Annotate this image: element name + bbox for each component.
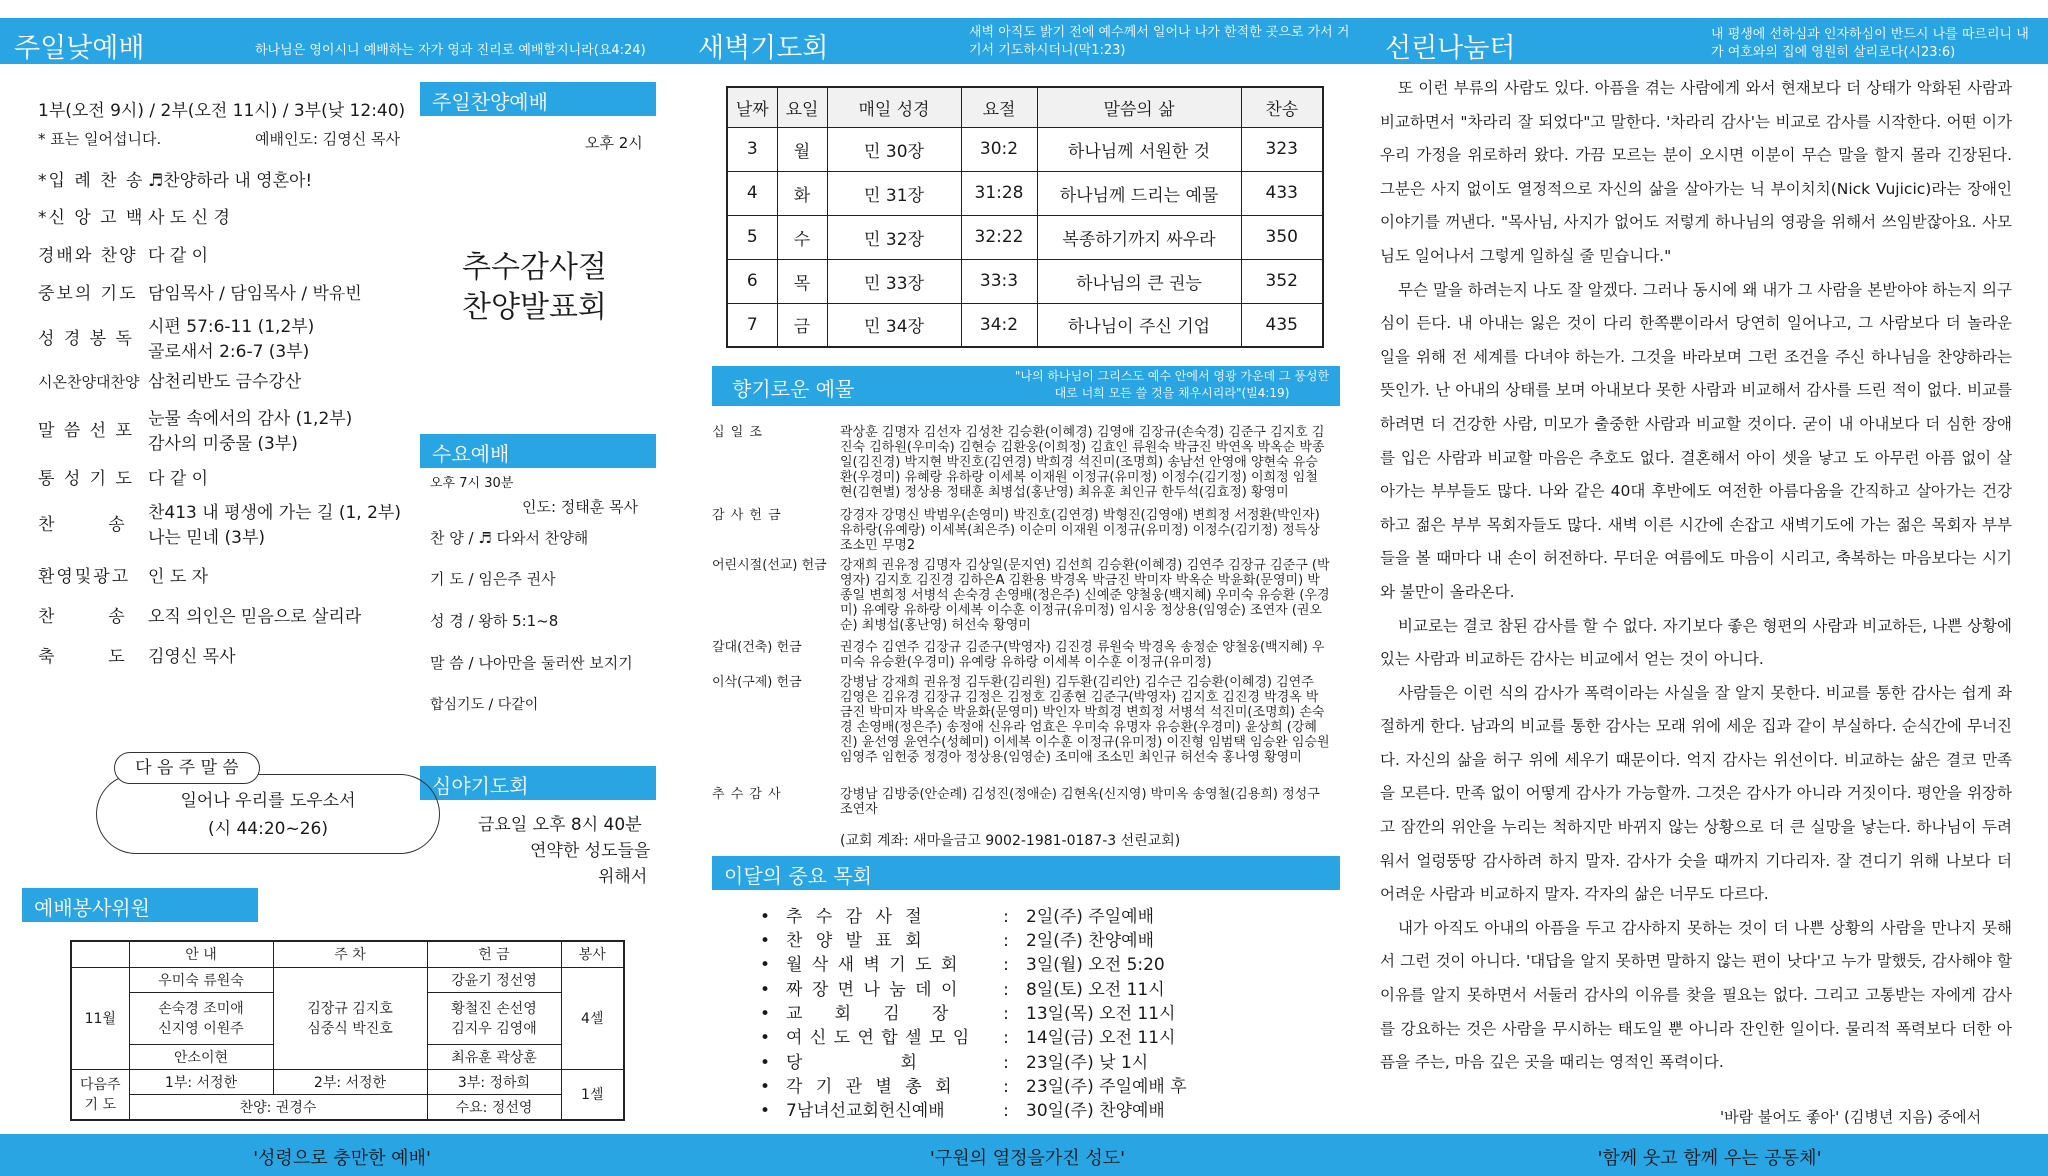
dawn-prayer-header (684, 18, 1371, 64)
col-header: 찬송 (1241, 87, 1323, 127)
essay-paragraph: 또 이런 부류의 사람도 있다. 아픔을 겪는 사람에게 와서 현재보다 더 상태가 악화된 사람과 비교하면서 "차라리 잘 되었다"고 말한다. '차라리 감사'는 비교로 감사를 시작한다. 어떤 이가 우리 가정을 위로하러 왔다. 가끔 모르는 분이 오시면 이분이 무슨 말을 할지 몰라 긴장된다. 그분은 사지 없이도 열정적으로 자신의 삶을 살아가는 닉 부이치치(Nick Vujicic)라는 장애인 이야기를 꺼낸다. "목사님, 사지가 없어도 저렇게 하나님의 영광을 위해서 쓰임받잖아요. 사모님도 일어나서 그렇게 일하실 줄 믿습니다." (1380, 79, 2012, 265)
wednesday-leader: 인도: 정태훈 목사 (522, 498, 639, 516)
order-item: 축 도 김영신 목사 (38, 647, 236, 667)
table-cell: 수요: 정선영 (427, 1094, 561, 1120)
sunday-worship-header (0, 18, 684, 64)
standing-note: * 표는 일어섭니다. (38, 130, 162, 148)
sunday-worship-verse: 하나님은 영이시니 예배하는 자가 영과 진리로 예배할지니라(요4:24) (255, 43, 646, 58)
next-word-ref: (시 44:20~26) (208, 819, 328, 839)
essay-paragraph: 비교로는 결코 참된 감사를 할 수 없다. 자기보다 좋은 형편의 사람과 비교하든, 나쁜 상황에 있는 사람과 비교하든 감사는 비교에서 얻는 것이 아니다. (1380, 616, 2012, 669)
table-cell: 3부: 정하희 (427, 1069, 561, 1094)
table-cell: 4셀 (561, 967, 624, 1069)
praise-event: 추수감사절 찬양발표회 (462, 250, 607, 325)
order-item: *신 앙 고 백 사 도 신 경 (38, 208, 230, 228)
table-cell: 찬양: 권경수 (129, 1094, 427, 1120)
sharing-verse: 내 평생에 선하심과 인자하심이 반드시 나를 따르리니 내가 여호와의 집에 영원히 살리로다(시23:6) (1711, 27, 2029, 60)
table-row: 4 화 민 31장 31:28 하나님께 드리는 예물 433 (727, 171, 1323, 215)
order-item: 찬 송찬413 내 평생에 가는 길 (1, 2부) 나는 믿네 (3부) (38, 503, 401, 548)
night-prayer-line: 연약한 성도들을 (530, 841, 651, 861)
table-cell: 안소이현 (129, 1044, 273, 1069)
offering-header: 향기로운 예물 "나의 하나님이 그리스도 예수 안에서 영광 가운데 그 풍성한 대로 너희 모든 쓸 것을 채우시리라"(빌4:19) (712, 366, 1340, 406)
event-item: • 추 수 감 사 절 : 2일(주) 주일예배 (760, 907, 1155, 927)
col-header: 날짜 (727, 87, 777, 127)
event-item: • 7남녀선교회헌신예배 : 30일(주) 찬양예배 (760, 1101, 1165, 1121)
event-item: • 여 신 도 연 합 셀 모 임 : 14일(금) 오전 11시 (760, 1028, 1176, 1048)
table-cell: 김장규 김지호 심중식 박진호 (273, 967, 427, 1069)
wednesday-item: 성 경 / 왕하 5:1~8 (430, 612, 559, 630)
order-item: 찬 송 오직 의인은 믿음으로 살리라 (38, 607, 362, 627)
worship-panel (0, 0, 684, 1176)
table-cell: 황철진 손선영 김지우 김영애 (427, 992, 561, 1044)
sunday-worship-title: 주일낮예배 (14, 33, 145, 64)
wednesday-item: 찬 양 / ♬ 다와서 찬양해 (430, 529, 589, 547)
essay-paragraph: 무슨 말을 하려는지 나도 잘 알겠다. 그러나 동시에 왜 내가 그 사람을 본받아야 하는지 의구심이 든다. 내 아내는 잃은 것이 다리 한쪽뿐이라서 당연히 일어나고, 그 사람보다 더 놀라운 일을 위해 전 세계를 다녀야 하는가. 그것을 바라보며 그런 조건을 주신 하나님을 찬양하라는 뜻인가. 난 아내의 상태를 보며 아내보다 못한 사람과 비교해서 감사를 드린 적이 없다. 비교를 하려면 더 건강한 사람, 미모가 출중한 사람과 비교할 것이다. 굳이 내 아내보다 더 심한 장애를 입은 사람과 비교할 마음은 추호도 없다. 결혼해서 아이 셋을 낳고 도 아무런 아픔 없이 살아가는 부부들도 많다. 나와 같은 40대 후반에도 여전한 아름다움을 간직하고 살아가는 건강하고 젊은 부부 목회자들도 많다. 새벽 이른 시간에 손잡고 새벽기도에 가는 젊은 목회자 부부들을 볼 때마다 내 손이 허전하다. 무더운 여름에도 마음이 시리고, 축복하는 마음보다는 시기와 불만이 올라온다. (1380, 280, 2012, 601)
essay-source: '바람 불어도 좋아' (김병년 지음) 중에서 (1720, 1108, 1982, 1126)
order-item: *입 례 찬 송 ♬찬양하라 내 영혼아! (38, 171, 313, 191)
event-item: • 찬 양 발 표 회 : 2일(주) 찬양예배 (760, 931, 1155, 951)
event-item: • 교 회 김 장 : 13일(목) 오전 11시 (760, 1004, 1176, 1024)
wednesday-item: 말 씀 / 나아만을 둘러싼 보지기 (430, 654, 633, 672)
serving-committee-header: 예배봉사위원 (22, 888, 258, 922)
order-item: 성 경 봉 독시편 57:6-11 (1,2부) 골로새서 2:6-7 (3부) (38, 317, 315, 362)
wednesday-worship-header: 수요예배 (420, 434, 656, 468)
table-cell: 손숙경 조미애 신지영 이원주 (129, 992, 273, 1044)
next-word-header: 다 음 주 말 씀 (114, 752, 260, 784)
night-prayer-time: 금요일 오후 8시 40분 (478, 815, 642, 835)
table-row: 6 목 민 33장 33:3 하나님의 큰 권능 352 (727, 259, 1323, 303)
footer-motto: '성령으로 충만한 예배' (253, 1148, 431, 1169)
footer-bar (684, 1134, 1371, 1176)
night-prayer-header: 심야기도회 (420, 766, 656, 800)
order-item: 경배와 찬양 다 같 이 (38, 246, 209, 266)
wednesday-time: 오후 7시 30분 (430, 476, 514, 491)
order-item: 시온찬양대찬양 삼천리반도 금수강산 (38, 372, 302, 392)
order-item: 환영및광고 인 도 자 (38, 567, 209, 587)
col-header: 요절 (961, 87, 1037, 127)
praise-worship-header: 주일찬양예배 (420, 82, 656, 116)
col-header: 봉사 (561, 941, 624, 967)
serving-table (70, 940, 625, 1121)
col-header: 헌 금 (427, 941, 561, 967)
order-item: 통 성 기 도 다 같 이 (38, 469, 209, 489)
table-cell: 1부: 서정한 (129, 1069, 273, 1094)
next-word-title: 일어나 우리를 도우소서 (180, 791, 356, 811)
col-header: 주 차 (273, 941, 427, 967)
dawn-prayer-verse: 새벽 아직도 밝기 전에 예수께서 일어나 나가 한적한 곳으로 가서 거기서 기도하시더니(막1:23) (969, 25, 1350, 58)
order-item: 말 씀 선 포눈물 속에서의 감사 (1,2부) 감사의 미중물 (3부) (38, 409, 353, 454)
sharing-header (1371, 18, 2048, 64)
table-row: 5 수 민 32장 32:22 복종하기까지 싸우라 350 (727, 215, 1323, 259)
table-cell: 최유훈 곽상훈 (427, 1044, 561, 1069)
event-item: • 각 기 관 별 총 회 : 23일(주) 주일예배 후 (760, 1077, 1187, 1097)
essay-body (1380, 72, 2012, 1080)
order-item: 중보의 기도 담임목사 / 담임목사 / 박유빈 (38, 284, 362, 304)
offering-verse: "나의 하나님이 그리스도 예수 안에서 영광 가운데 그 풍성한 대로 너희 모든 쓸 것을 채우시리라"(빌4:19) (1014, 369, 1330, 400)
footer-bar (1371, 1134, 2048, 1176)
wednesday-item: 기 도 / 임은주 권사 (430, 570, 556, 588)
table-cell: 우미숙 류원숙 (129, 967, 273, 992)
worship-leader: 예배인도: 김영신 목사 (255, 130, 401, 148)
event-item: • 당 회 : 23일(주) 낮 1시 (760, 1053, 1149, 1073)
next-week-label: 다음주 기 도 (71, 1069, 129, 1120)
essay-paragraph: 내가 아직도 아내의 아픔을 두고 감사하지 못하는 것이 더 나쁜 상황의 사람을 만나지 못해서 그런 것이 아니다. '대답을 알지 못하면 말하지 않는 편이 낫다'고 누가 말했듯, 감사해야 할 이유를 알지 못하면서 서둘러 감사의 이유를 찾을 필요는 없다. 그리고 고통받는 자에게 감사를 강요하는 것은 사람을 무시하는 태도일 뿐 아니라 잔인한 일이다. 물리적 폭력보다 더한 아픔을 주는, 마음 깊은 곳을 때리는 영적인 폭력이다. (1380, 918, 2012, 1072)
service-times: 1부(오전 9시) / 2부(오전 11시) / 3부(낮 12:40) (38, 101, 406, 121)
col-header: 말씀의 삶 (1037, 87, 1241, 127)
table-row: 3 월 민 30장 30:2 하나님께 서원한 것 323 (727, 127, 1323, 171)
sharing-title: 선린나눔터 (1385, 33, 1516, 64)
important-header: 이달의 중요 목회 (712, 856, 1340, 890)
col-header: 안 내 (129, 941, 273, 967)
col-header: 매일 성경 (827, 87, 961, 127)
table-cell: 강윤기 정선영 (427, 967, 561, 992)
month-cell: 11월 (71, 967, 129, 1069)
praise-worship-time: 오후 2시 (585, 134, 643, 152)
footer-bar (0, 1134, 684, 1176)
table-cell: 2부: 서정한 (273, 1069, 427, 1094)
event-item: • 짜 장 면 나 눔 데 이 : 8일(토) 오전 11시 (760, 980, 1165, 1000)
dawn-prayer-title: 새벽기도회 (698, 33, 829, 64)
bank-account: (교회 계좌: 새마을금고 9002-1981-0187-3 선린교회) (840, 833, 1181, 849)
footer-motto: '구원의 열정을가진 성도' (929, 1148, 1126, 1169)
essay-paragraph: 사람들은 이런 식의 감사가 폭력이라는 사실을 잘 알지 못한다. 비교를 통한 감사는 쉽게 좌절하게 한다. 남과의 비교를 통한 감사는 모래 위에 세운 집과 같이 부실하다. 순식간에 무너진다. 자신의 삶을 허구 위에 세우기 때문이다. 억지 감사는 위선이다. 비교하는 삶은 결코 만족을 모른다. 만족 없이 어떻게 감사가 가능할까. 그것은 감사가 아니라 거짓이다. 평안을 위장하고 잠깐의 위안을 누리는 척하지만 바뀌지 않는 상황으로 더 큰 실망을 낳는다. 하나님이 두려워서 얼렁뚱땅 감사하려 하지 말자. 감사가 숫을 때까지 기다리자. 잘 견디기 위해 나보다 더 어려운 사람과 비교하지 말자. 각자의 삶은 너무도 다르다. (1380, 683, 2012, 904)
footer-motto: '함께 웃고 함께 우는 공동체' (1597, 1148, 1822, 1169)
event-item: • 월 삭 새 벽 기 도 회 : 3일(월) 오전 5:20 (760, 955, 1165, 975)
col-header: 요일 (777, 87, 827, 127)
table-cell: 1셀 (561, 1069, 624, 1120)
table-row: 7 금 민 34장 34:2 하나님이 주신 기업 435 (727, 303, 1323, 347)
wednesday-item: 합심기도 / 다같이 (430, 697, 539, 713)
dawn-schedule-table (726, 86, 1324, 348)
night-prayer-line: 위해서 (598, 867, 648, 887)
